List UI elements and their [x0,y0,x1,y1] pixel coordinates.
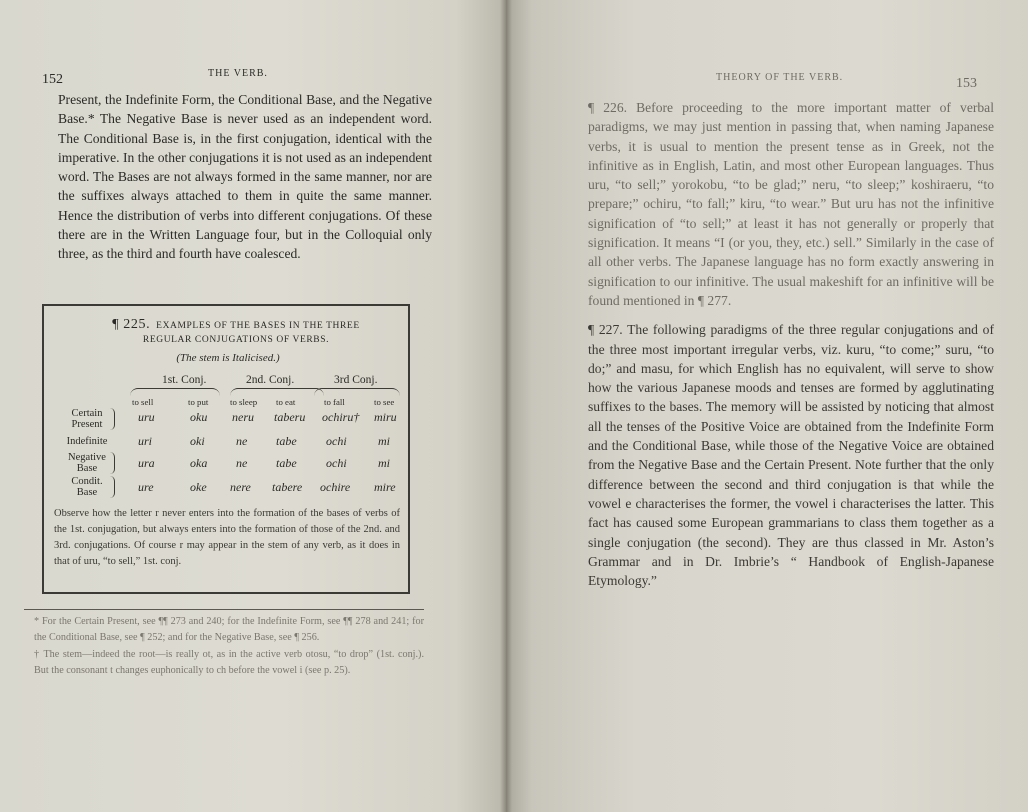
cell-mi-neg: mi [378,456,390,470]
cell-oke: oke [190,480,207,494]
bases-example-table [42,304,410,594]
cell-taberu: taberu [274,410,306,424]
paragraph-227: ¶ 227. The following paradigms of the three regular conjugations and of the three most important irregular verbs, viz. kuru, “to come;” suru, “to do;” and masu, for which English has no equivalent, will serve to show how the various Japanese moods and tenses are formed by agglutinating suffixes to the bases. The memory will be assisted by noticing that almost all the tenses of the Positive Voice are obtained from the Indefinite Form and the Conditional Base, while those of the Negative Voice are obtained from the Negative Base and the Certain Present. Note further that the only difference between the second and third conjugation is that while the vowel e characterises the former, the vowel i characterises the latter. This fact has caused some European grammarians to class them together as a single conjugation (the second). They are thus classed in Mr. Aston’s Grammar and in Dr. Imbrie’s “ Handbook of English-Japanese Etymology.” [588,322,994,589]
cell-ochiru: ochiru† [322,410,360,424]
sub-header-sell: to sell [132,397,154,407]
sub-header-sleep: to sleep [230,397,258,407]
cell-tabe: tabe [276,434,297,448]
cell-ochi: ochi [326,434,347,448]
cell-tabere: tabere [272,480,303,494]
sub-header-see: to see [374,397,395,407]
table-title [66,318,406,347]
section-number: ¶ 225. [112,317,151,332]
page-number-right: 153 [956,76,977,91]
paragraph-224-continued [58,90,432,264]
cell-ochi-neg: ochi [326,456,347,470]
book-gutter [500,0,512,812]
row-label-certain-present: Certain Present [71,408,103,430]
paragraph-text: Present, the Indefinite Form, the Conditional Base, and the Negative Base.* The Negative Base is never used as an independent word. The Conditional Base is, in the first conjugation, identical with the imperative. In the other conjugations it is not used as an independent word. The Bases are not always formed in the same manner, nor are the suffixes always attached to them in quite the same manner. Hence the distribution of verbs into different conjugations. Of these there are in the Written Language four, but in the Colloquial only three, as the third and fourth have coalesced. [58,92,432,262]
running-head-right: THEORY OF THE VERB. [716,72,844,83]
cell-ura: ura [138,456,155,470]
cell-miru: miru [374,410,397,424]
page-number-left: 152 [42,72,63,87]
conj-header-2: 2nd. Conj. [246,374,295,386]
cell-ure: ure [138,480,154,494]
footnote-1: * For the Certain Present, see ¶¶ 273 and 240; for the Indefinite Form, see ¶¶ 278 and 241; for the Conditional Base, see ¶ 252; and for the Negative Base, see ¶ 256. [34,616,424,643]
row-brace [110,452,115,474]
table-note: Observe how the letter r never enters into the formation of the bases of verbs of the 1st. conjugation, but always enters into the formation of those of the 2nd. and 3rd. conjugations. Of course r may appear in the stem of any verb, as it does in that of uru, “to sell,” 1st. conj. [54,508,400,567]
right-page [506,0,1028,812]
row-brace [110,476,115,498]
right-body [588,98,994,590]
left-page [0,0,506,812]
row-label-condit-base: Condit. Base [71,476,103,498]
cell-nere: nere [230,480,251,494]
cell-uri: uri [138,434,153,448]
conj-brace-3 [314,388,400,397]
cell-mire: mire [374,480,396,494]
cell-mi: mi [378,434,390,448]
cell-ne: ne [236,434,248,448]
sub-header-fall: to fall [324,397,345,407]
cell-tabe-neg: tabe [276,456,297,470]
cell-uru: uru [138,410,155,424]
row-brace [110,408,115,430]
cell-oki: oki [190,434,205,448]
cell-ne-neg: ne [236,456,248,470]
table-title-line1: EXAMPLES OF THE BASES IN THE THREE [156,321,360,331]
paragraph-226: ¶ 226. Before proceeding to the more important matter of verbal paradigms, we may just mention in passing that, when naming Japanese verbs, it is usual to mention the present tense as in Greek, not the infinitive as in English, Latin, and most other European languages. Thus uru, “to sell;” yorokobu, “to be glad;” neru, “to sleep;” koshiraeru, “to prepare;” ochiru, “to fall;” kiru, “to wear.” But uru has not the infinitive signification of “to sell;” at least it has not generally or properly that signification. It means “I (or you, they, etc.) sell.” Similarly in the case of all other verbs. The Japanese language has no form exactly answering in signification to our infinitive. The usual makeshift for an infinitive will be found mentioned in ¶ 277. [588,100,994,308]
conj-header-1: 1st. Conj. [162,374,207,386]
sub-header-put: to put [188,397,209,407]
running-head-left: THE VERB. [208,68,268,79]
cell-ochire: ochire [320,480,351,494]
footnotes [34,614,424,678]
footnote-rule [24,609,424,610]
cell-oka: oka [190,456,208,470]
table-title-line2: REGULAR CONJUGATIONS OF VERBS. [142,335,330,345]
cell-oku: oku [190,410,208,424]
row-label-indefinite: Indefinite [66,436,108,447]
sub-header-eat: to eat [276,397,296,407]
table-subtitle: (The stem is Italicised.) [176,352,280,364]
conj-brace-2 [230,388,324,397]
cell-neru: neru [232,410,254,424]
footnote-2: † The stem—indeed the root—is really ot, as in the active verb otosu, “to drop” (1st. conj.). But the consonant t changes euphonically to ch before the vowel i (see p. 25). [34,649,424,676]
conj-brace-1 [130,388,220,397]
conj-header-3: 3rd Conj. [334,374,378,386]
row-label-negative-base: Negative Base [68,452,106,474]
